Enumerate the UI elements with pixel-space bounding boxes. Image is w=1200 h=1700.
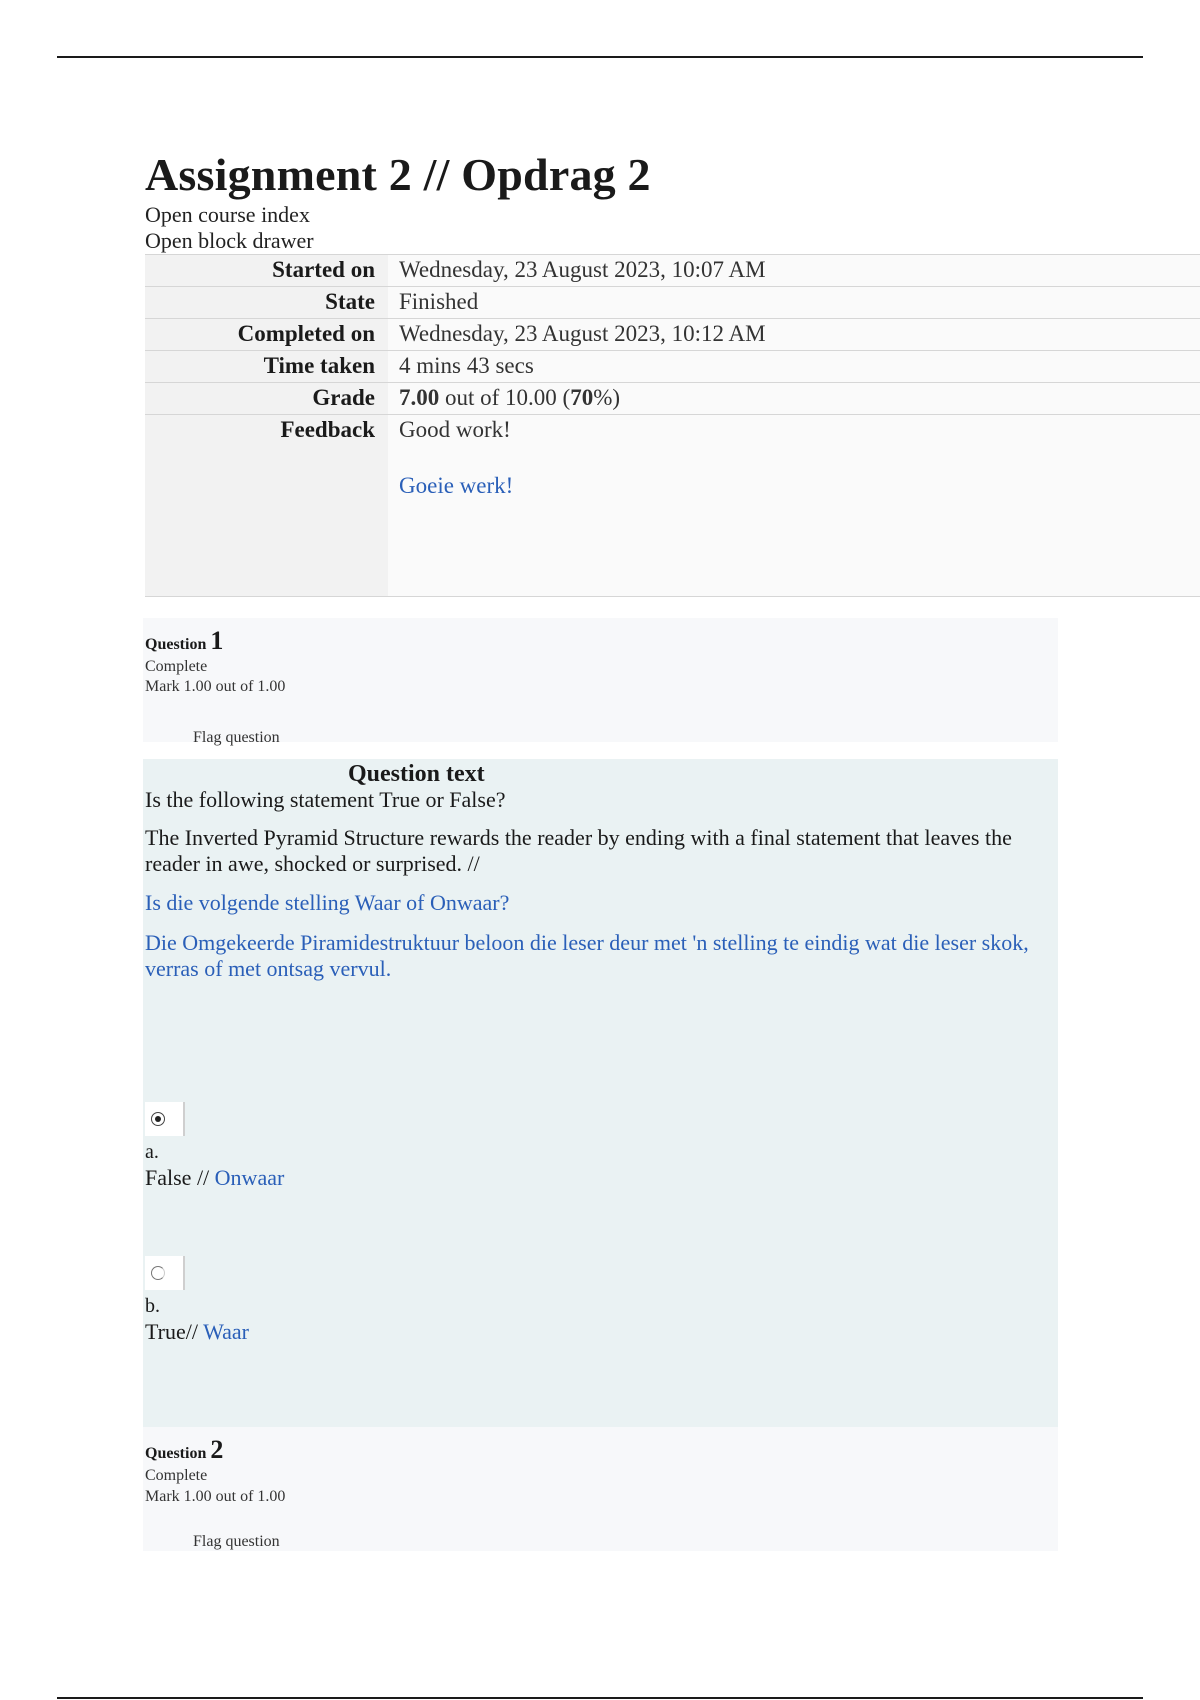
page-title: Assignment 2 // Opdrag 2: [145, 149, 651, 200]
option-a-text-af: Onwaar: [214, 1165, 285, 1190]
feedback-value: [388, 415, 1200, 597]
question-1-mark: Mark 1.00 out of 1.00: [145, 678, 286, 695]
question-2-state: Complete: [145, 1467, 208, 1484]
question-text-heading: Question text: [348, 761, 485, 787]
question-number: 1: [210, 626, 224, 655]
option-a-text[interactable]: [145, 1165, 284, 1191]
question-number: 2: [210, 1435, 224, 1464]
grade-label: Grade: [145, 383, 388, 415]
summary-row-grade: [145, 383, 1200, 415]
question-statement-en: The Inverted Pyramid Structure rewards the reader by ending with a final statement that leaves the reader in awe, shocked or surprised. //: [145, 825, 1012, 876]
feedback-english: Good work!: [399, 417, 511, 442]
flag-question-1-button[interactable]: Flag question: [193, 729, 280, 746]
summary-row-time: [145, 351, 1200, 383]
option-b-text-en: True//: [145, 1319, 204, 1344]
open-course-index-link[interactable]: Open course index: [145, 202, 310, 227]
completed-label: Completed on: [145, 319, 388, 351]
top-rule: [57, 56, 1143, 58]
summary-row-completed: [145, 319, 1200, 351]
option-a-text-en: False //: [145, 1165, 215, 1190]
question-1-content: [143, 759, 1058, 1427]
question-prompt-en: Is the following statement True or False?: [145, 787, 506, 812]
feedback-afrikaans: Goeie werk!: [399, 473, 514, 498]
option-b-text[interactable]: [145, 1319, 249, 1345]
attempt-summary-table: [145, 254, 1200, 597]
grade-end: %): [593, 385, 621, 410]
time-taken-value: 4 mins 43 secs: [388, 351, 1200, 383]
question-prompt-af: Is die volgende stelling Waar of Onwaar?: [145, 890, 510, 915]
question-label: Question: [145, 1445, 207, 1462]
radio-selected-icon: [151, 1112, 165, 1126]
summary-row-feedback: [145, 415, 1200, 597]
started-label: Started on: [145, 255, 388, 287]
question-label: Question: [145, 636, 207, 653]
question-1-info: [143, 618, 1058, 746]
option-b-text-af: Waar: [203, 1319, 249, 1344]
state-value: Finished: [388, 287, 1200, 319]
grade-score: 7.00: [399, 385, 440, 410]
question-2-info: [143, 1427, 1058, 1551]
option-a-letter: a.: [145, 1141, 159, 1163]
question-statement-af: Die Omgekeerde Piramidestruktuur beloon die leser deur met 'n stelling te eindig wat die leser skok, verras of met ontsag vervul.: [145, 930, 1029, 981]
question-2-number: [145, 1435, 223, 1465]
grade-middle: out of 10.00 (: [439, 385, 571, 410]
option-b-letter: b.: [145, 1295, 160, 1317]
question-1-number: [145, 626, 223, 656]
bottom-rule: [57, 1697, 1143, 1699]
option-a-radio[interactable]: [145, 1102, 185, 1136]
option-b-radio[interactable]: [145, 1256, 185, 1290]
started-value: Wednesday, 23 August 2023, 10:07 AM: [388, 255, 1200, 287]
flag-question-2-button[interactable]: Flag question: [193, 1533, 280, 1550]
time-taken-label: Time taken: [145, 351, 388, 383]
radio-unselected-icon: [151, 1266, 165, 1280]
attempt-review: [145, 148, 1200, 597]
grade-value: [388, 383, 1200, 415]
state-label: State: [145, 287, 388, 319]
completed-value: Wednesday, 23 August 2023, 10:12 AM: [388, 319, 1200, 351]
summary-row-started: [145, 255, 1200, 287]
summary-row-state: [145, 287, 1200, 319]
question-1-state: Complete: [145, 658, 208, 675]
feedback-label: Feedback: [145, 415, 388, 597]
grade-percent: 70: [570, 385, 594, 410]
question-2-mark: Mark 1.00 out of 1.00: [145, 1488, 286, 1505]
open-block-drawer-link[interactable]: Open block drawer: [145, 228, 314, 253]
